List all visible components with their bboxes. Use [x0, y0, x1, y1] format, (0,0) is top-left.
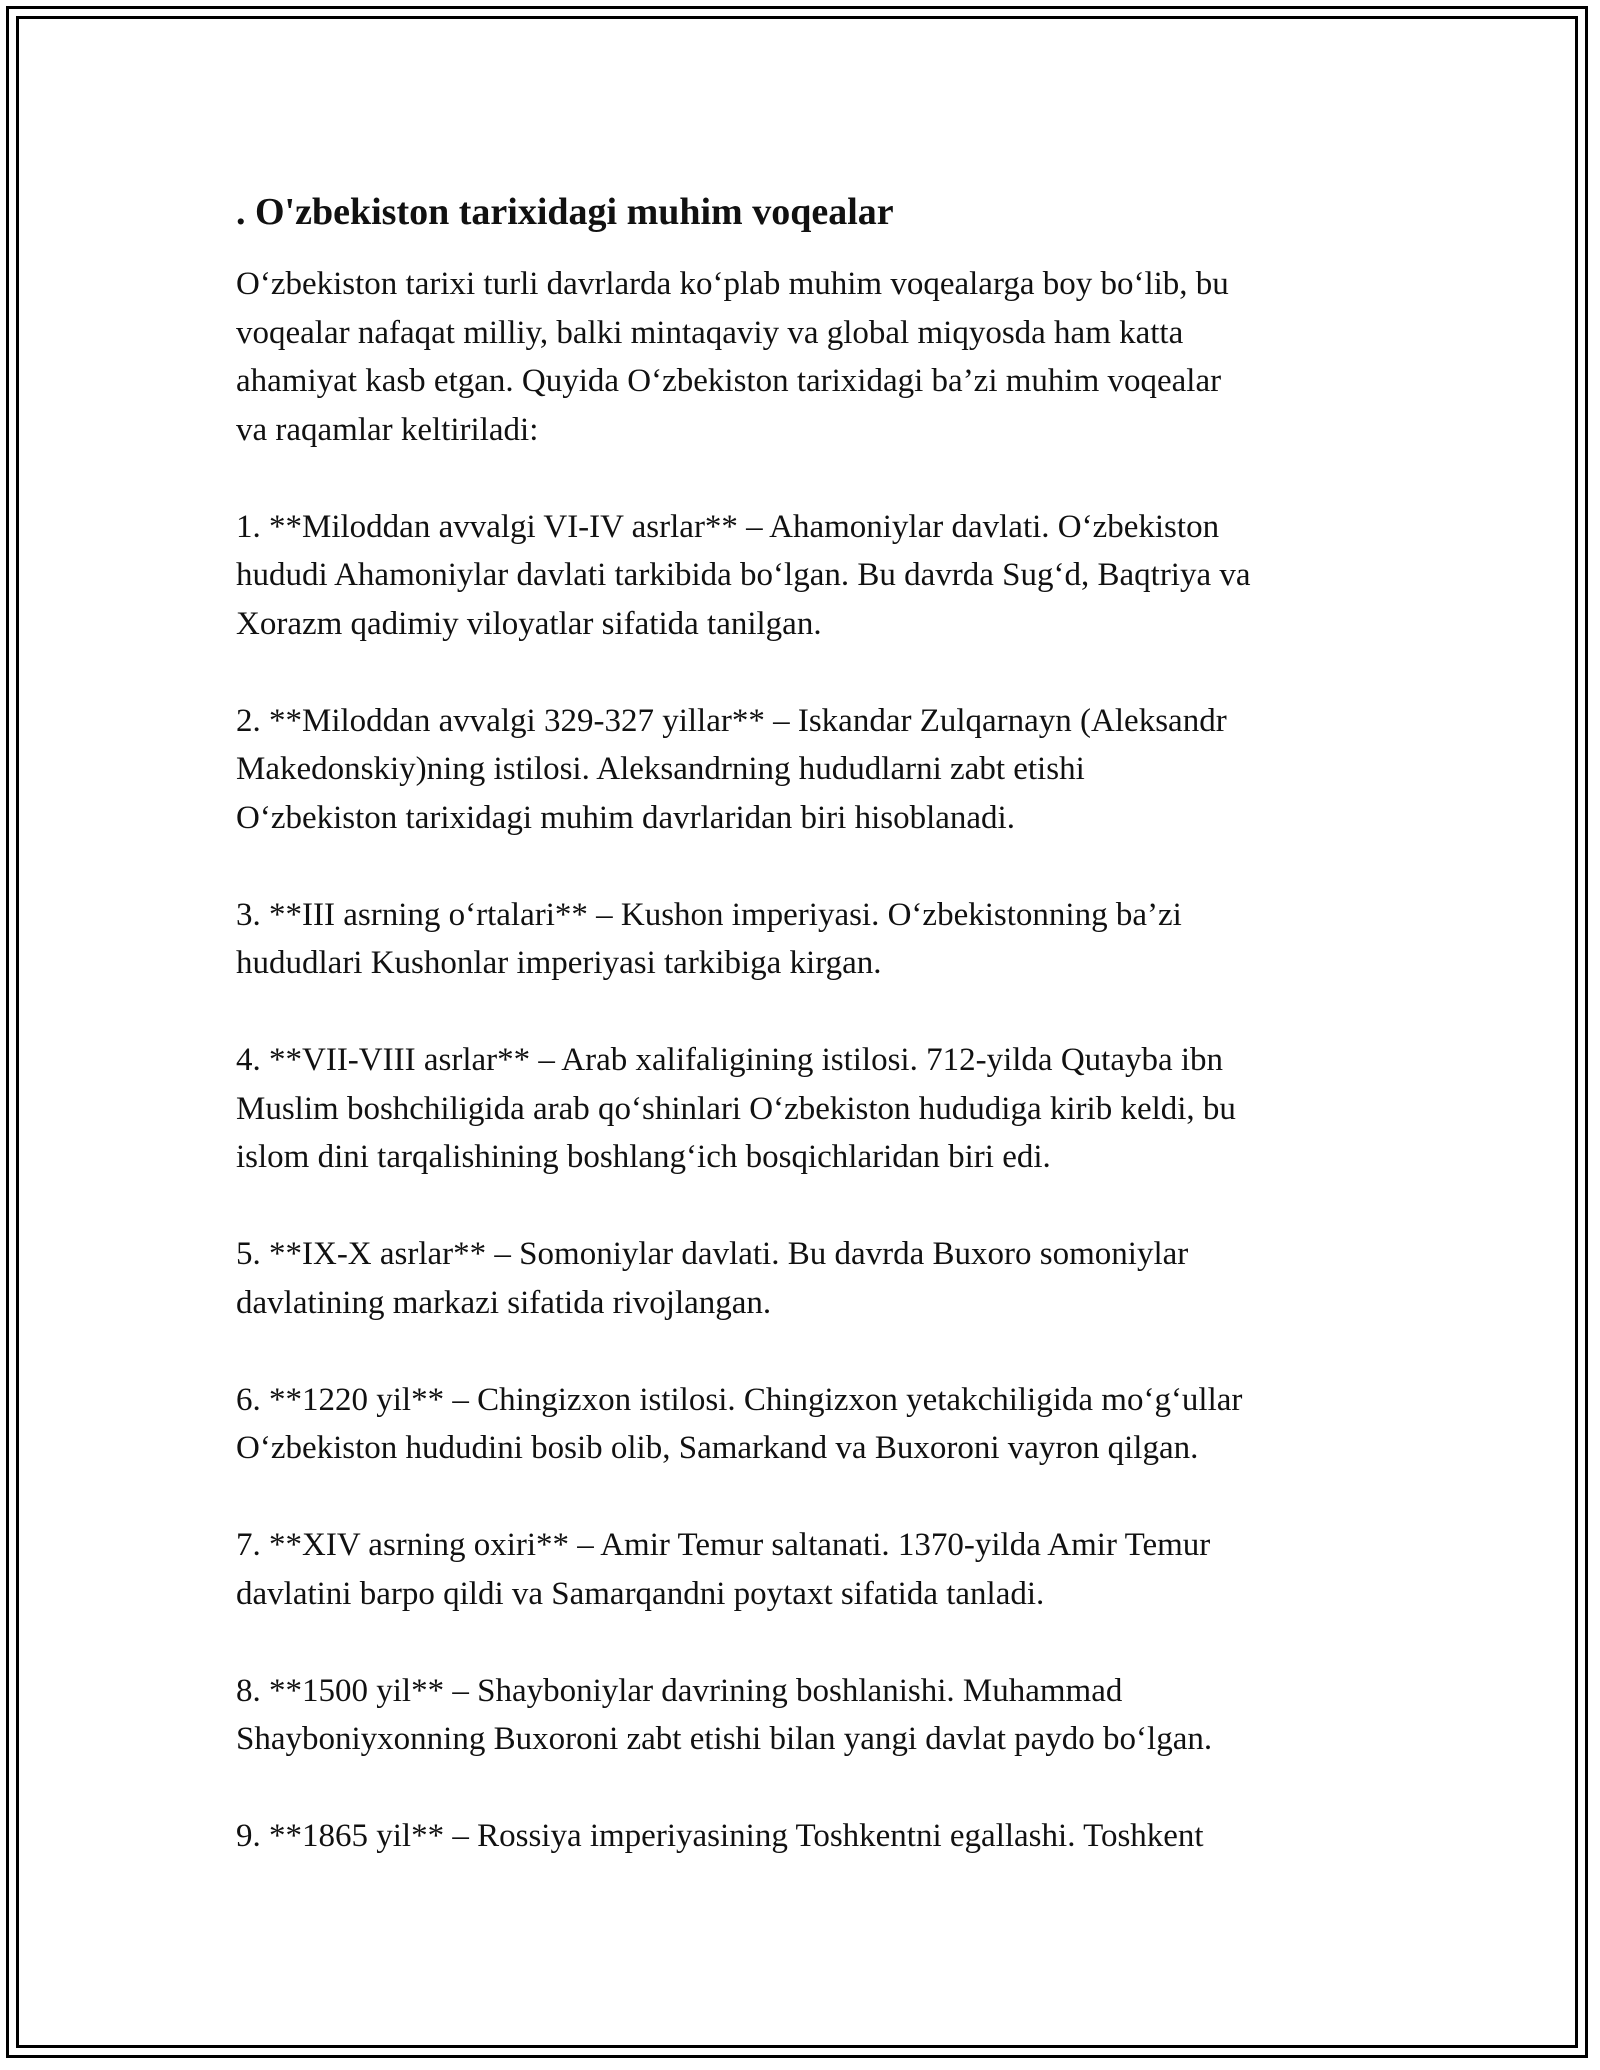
paragraph-line: voqealar nafaqat milliy, balki mintaqaviy va global miqyosda ham katta — [236, 314, 1184, 351]
list-item-7 — [236, 1521, 1376, 1618]
paragraph-line: 2. **Miloddan avvalgi 329-327 yillar** – Iskandar Zulqarnayn (Aleksandr — [236, 702, 1227, 739]
paragraph-line: 6. **1220 yil** – Chingizxon istilosi. Chingizxon yetakchiligida mo‘g‘ullar — [236, 1381, 1243, 1418]
paragraph-line: O‘zbekiston hududini bosib olib, Samarkand va Buxoroni vayron qilgan. — [236, 1430, 1199, 1466]
paragraph-line: 4. **VII-VIII asrlar** – Arab xalifaligining istilosi. 712-yilda Qutayba ibn — [236, 1042, 1224, 1078]
paragraph-line: O‘zbekiston tarixi turli davrlarda ko‘plab muhim voqealarga boy bo‘lib, bu — [236, 266, 1229, 302]
paragraph-line: 7. **XIV asrning oxiri** – Amir Temur saltanati. 1370-yilda Amir Temur — [236, 1527, 1211, 1563]
list-item-2 — [236, 697, 1376, 843]
intro-paragraph — [236, 260, 1376, 454]
document-title: . O'zbekiston tarixidagi muhim voqealar — [236, 191, 894, 233]
paragraph-line: va raqamlar keltiriladi: — [236, 411, 539, 448]
list-item-1 — [236, 503, 1376, 649]
paragraph-line: 1. **Miloddan avvalgi VI-IV asrlar** – Ahamoniylar davlati. O‘zbekiston — [236, 508, 1220, 545]
paragraph-line: 8. **1500 yil** – Shayboniylar davrining boshlanishi. Muhammad — [236, 1672, 1123, 1709]
document-body — [236, 186, 1376, 1909]
list-item-4 — [236, 1036, 1376, 1182]
paragraph-line: Muslim boshchiligida arab qo‘shinlari O‘zbekiston hududiga kirib keldi, bu — [236, 1090, 1236, 1127]
paragraph-line: Shayboniyxonning Buxoroni zabt etishi bilan yangi davlat paydo bo‘lgan. — [236, 1721, 1213, 1757]
paragraph-line: hududi Ahamoniylar davlati tarkibida bo‘lgan. Bu davrda Sug‘d, Baqtriya va — [236, 557, 1251, 593]
paragraph-line: Makedonskiy)ning istilosi. Aleksandrning hududlarni zabt etishi — [236, 751, 1085, 787]
paragraph-line: O‘zbekiston tarixidagi muhim davrlaridan biri hisoblanadi. — [236, 799, 1015, 836]
paragraph-line: davlatining markazi sifatida rivojlangan. — [236, 1284, 772, 1321]
list-item-9 — [236, 1812, 1376, 1861]
paragraph-line: ahamiyat kasb etgan. Quyida O‘zbekiston tarixidagi ba’zi muhim voqealar — [236, 363, 1222, 399]
paragraph-line: Xorazm qadimiy viloyatlar sifatida tanilgan. — [236, 605, 822, 642]
paragraph-line: 9. **1865 yil** – Rossiya imperiyasining Toshkentni egallashi. Toshkent — [236, 1818, 1204, 1854]
list-item-6 — [236, 1376, 1376, 1473]
paragraph-line: hududlari Kushonlar imperiyasi tarkibiga kirgan. — [236, 945, 882, 981]
list-item-3 — [236, 891, 1376, 988]
paragraph-line: 5. **IX-X asrlar** – Somoniylar davlati. Bu davrda Buxoro somoniylar — [236, 1236, 1189, 1272]
list-item-5 — [236, 1230, 1376, 1327]
paragraph-line: islom dini tarqalishining boshlang‘ich bosqichlaridan biri edi. — [236, 1139, 1051, 1175]
list-item-8 — [236, 1667, 1376, 1764]
paragraph-line: davlatini barpo qildi va Samarqandni poytaxt sifatida tanladi. — [236, 1575, 1045, 1612]
paragraph-line: 3. **III asrning o‘rtalari** – Kushon imperiyasi. O‘zbekistonning ba’zi — [236, 896, 1182, 933]
